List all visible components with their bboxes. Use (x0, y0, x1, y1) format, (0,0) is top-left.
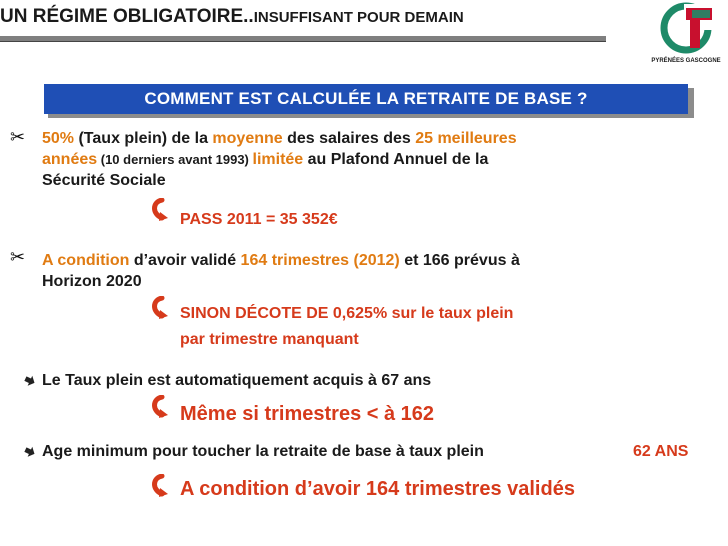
point1-years: années (42, 151, 98, 168)
point2-condition: A condition (42, 252, 130, 269)
point3-sub: Même si trimestres < à 162 (180, 403, 435, 425)
scissors-icon: ✂ (10, 247, 26, 267)
point1-text (42, 128, 692, 191)
point1-best: 25 meilleures (415, 130, 517, 147)
hook-arrow-icon (148, 474, 170, 498)
point1-rate: 50% (42, 130, 75, 147)
point1-frag: (Taux plein) de la (74, 130, 213, 147)
point4-sub: A condition d’avoir 164 trimestres validés (180, 478, 575, 500)
logo-caption: PYRÉNÉES GASCOGNE (651, 58, 721, 64)
section-banner: COMMENT EST CALCULÉE LA RETRAITE DE BASE ? (44, 84, 688, 114)
title-underline (0, 36, 606, 42)
point1-frag: des salaires des (282, 130, 416, 147)
point2-frag: d’avoir validé (129, 252, 241, 269)
point4-text: Age minimum pour toucher la retraite de base à taux plein (42, 443, 484, 460)
point2-text (42, 250, 692, 292)
hook-arrow-icon (148, 198, 170, 222)
point1-moyenne: moyenne (212, 130, 283, 147)
title-sub: INSUFFISANT POUR DEMAIN (253, 9, 464, 26)
point4-age: 62 ANS (633, 443, 689, 460)
point1-frag: au Plafond Annuel de la (303, 151, 489, 168)
page-title (0, 6, 464, 28)
point2-sub-line2: par trimestre manquant (180, 331, 359, 348)
arrow-bullet-icon (24, 446, 35, 457)
point1-limited: limitée (252, 151, 304, 168)
point2-quarters: 164 trimestres (2012) (240, 252, 400, 269)
hook-arrow-icon (148, 395, 170, 419)
point2-frag: Horizon 2020 (42, 273, 142, 290)
credit-agricole-logo (646, 0, 726, 70)
scissors-icon: ✂ (10, 127, 26, 147)
arrow-bullet-icon (24, 375, 35, 386)
point1-frag: Sécurité Sociale (42, 172, 166, 189)
hook-arrow-icon (148, 296, 170, 320)
point1-note: (10 derniers avant 1993) (97, 152, 253, 167)
point1-sub: PASS 2011 = 35 352€ (180, 211, 338, 228)
title-main: UN RÉGIME OBLIGATOIRE.. (0, 6, 254, 27)
point2-frag: et 166 prévus à (399, 252, 520, 269)
point2-sub-line1: SINON DÉCOTE DE 0,625% sur le taux plein (180, 305, 514, 322)
point3-text: Le Taux plein est automatiquement acquis à 67 ans (42, 372, 432, 389)
